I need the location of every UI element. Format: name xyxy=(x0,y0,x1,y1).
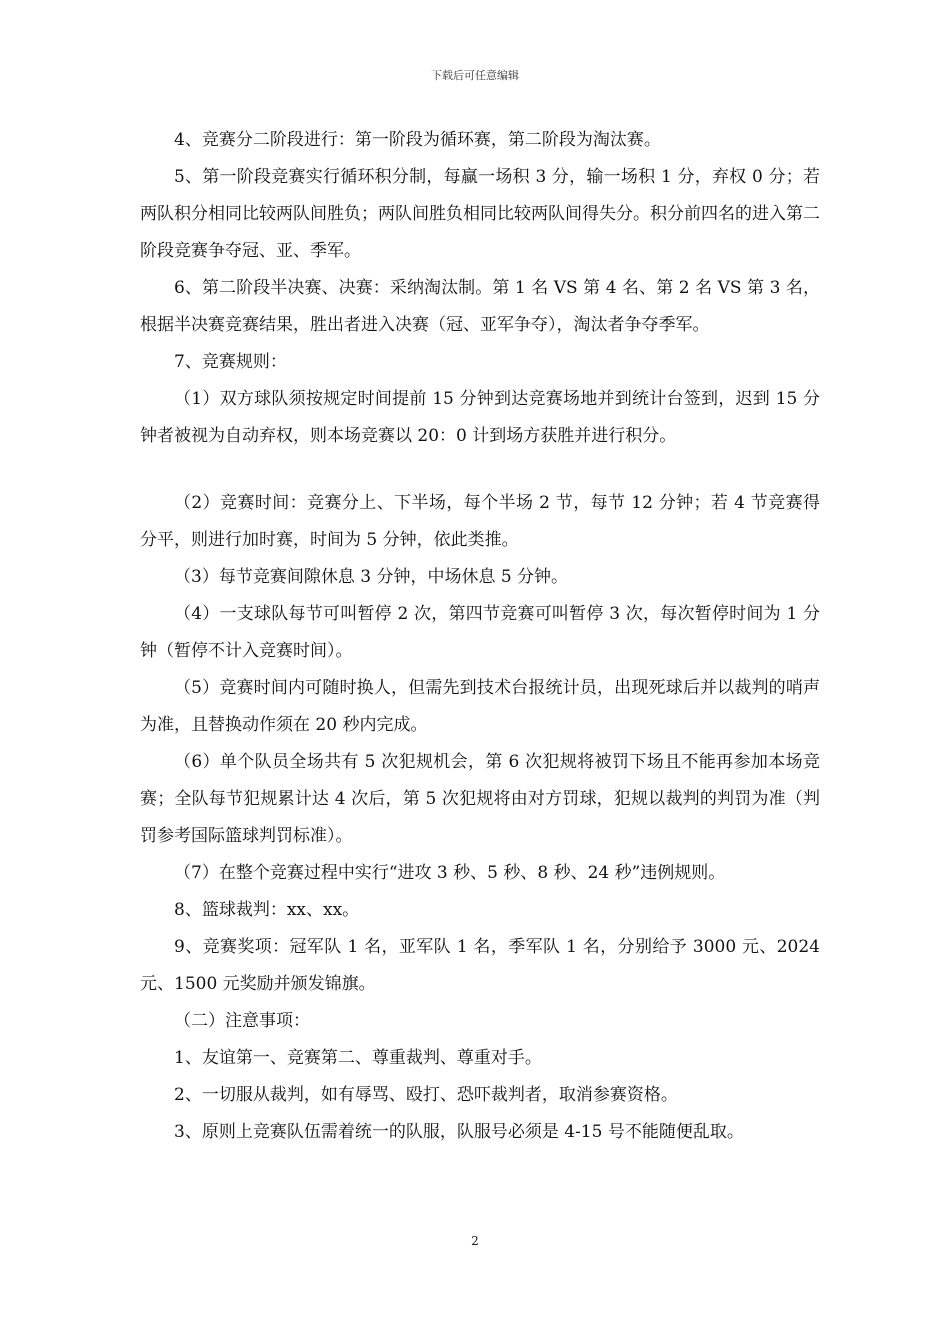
paragraph-rules-heading: 7、竞赛规则： xyxy=(174,352,287,372)
paragraph-stage-format: 4、竞赛分二阶段进行：第一阶段为循环赛，第二阶段为淘汰赛。 xyxy=(174,130,661,150)
paragraph-referees: 8、篮球裁判：xx、xx。 xyxy=(174,900,360,920)
paragraph-awards: 9、竞赛奖项：冠军队 1 名，亚军队 1 名，季军队 1 名，分别给予 3000 元、2024 元、1500 元奖励并颁发锦旗。 xyxy=(140,937,820,994)
paragraph-rule-5: （5）竞赛时间内可随时换人，但需先到技术台报统计员，出现死球后并以裁判的哨声为准，且替换动作须在 20 秒内完成。 xyxy=(140,678,820,735)
paragraph-note-3: 3、原则上竞赛队伍需着统一的队服，队服号必须是 4-15 号不能随便乱取。 xyxy=(174,1122,744,1142)
paragraph-rule-1: （1）双方球队须按规定时间提前 15 分钟到达竞赛场地并到统计台签到，迟到 15 分钟者被视为自动弃权，则本场竞赛以 20：0 计到场方获胜并进行积分。 xyxy=(140,389,820,446)
paragraph-notes-heading: （二）注意事项： xyxy=(174,1011,310,1031)
paragraph-rule-6: （6）单个队员全场共有 5 次犯规机会，第 6 次犯规将被罚下场且不能再参加本场竞赛；全队每节犯规累计达 4 次后，第 5 次犯规将由对方罚球，犯规以裁判的判罚为准（判罚参考国际篮球判罚标准）。 xyxy=(140,752,820,846)
paragraph-rule-7: （7）在整个竞赛过程中实行“进攻 3 秒、5 秒、8 秒、24 秒”违例规则。 xyxy=(174,863,726,883)
paragraph-round-robin-scoring: 5、第一阶段竞赛实行循环积分制，每赢一场积 3 分，输一场积 1 分，弃权 0 分；若两队积分相同比较两队间胜负；两队间胜负相同比较两队间得失分。积分前四名的进入第二阶段竞赛争夺冠、亚、季军。 xyxy=(140,167,820,261)
paragraph-note-2: 2、一切服从裁判，如有辱骂、殴打、恐吓裁判者，取消参赛资格。 xyxy=(174,1085,678,1105)
page-number: 2 xyxy=(471,1234,479,1248)
paragraph-note-1: 1、友谊第一、竞赛第二、尊重裁判、尊重对手。 xyxy=(174,1048,542,1068)
paragraph-rule-3: （3）每节竞赛间隙休息 3 分钟，中场休息 5 分钟。 xyxy=(174,567,569,587)
paragraph-rule-4: （4）一支球队每节可叫暂停 2 次，第四节竞赛可叫暂停 3 次，每次暂停时间为 1 分钟（暂停不计入竞赛时间）。 xyxy=(140,604,820,661)
paragraph-knockout-stage: 6、第二阶段半决赛、决赛：采纳淘汰制。第 1 名 VS 第 4 名、第 2 名 VS 第 3 名，根据半决赛竞赛结果，胜出者进入决赛（冠、亚军争夺），淘汰者争夺季军。 xyxy=(140,278,820,335)
paragraph-rule-2: （2）竞赛时间：竞赛分上、下半场，每个半场 2 节，每节 12 分钟；若 4 节竞赛得分平，则进行加时赛，时间为 5 分钟，依此类推。 xyxy=(140,493,820,550)
page-header: 下载后可任意编辑 xyxy=(431,69,519,82)
document-body xyxy=(140,122,820,1151)
